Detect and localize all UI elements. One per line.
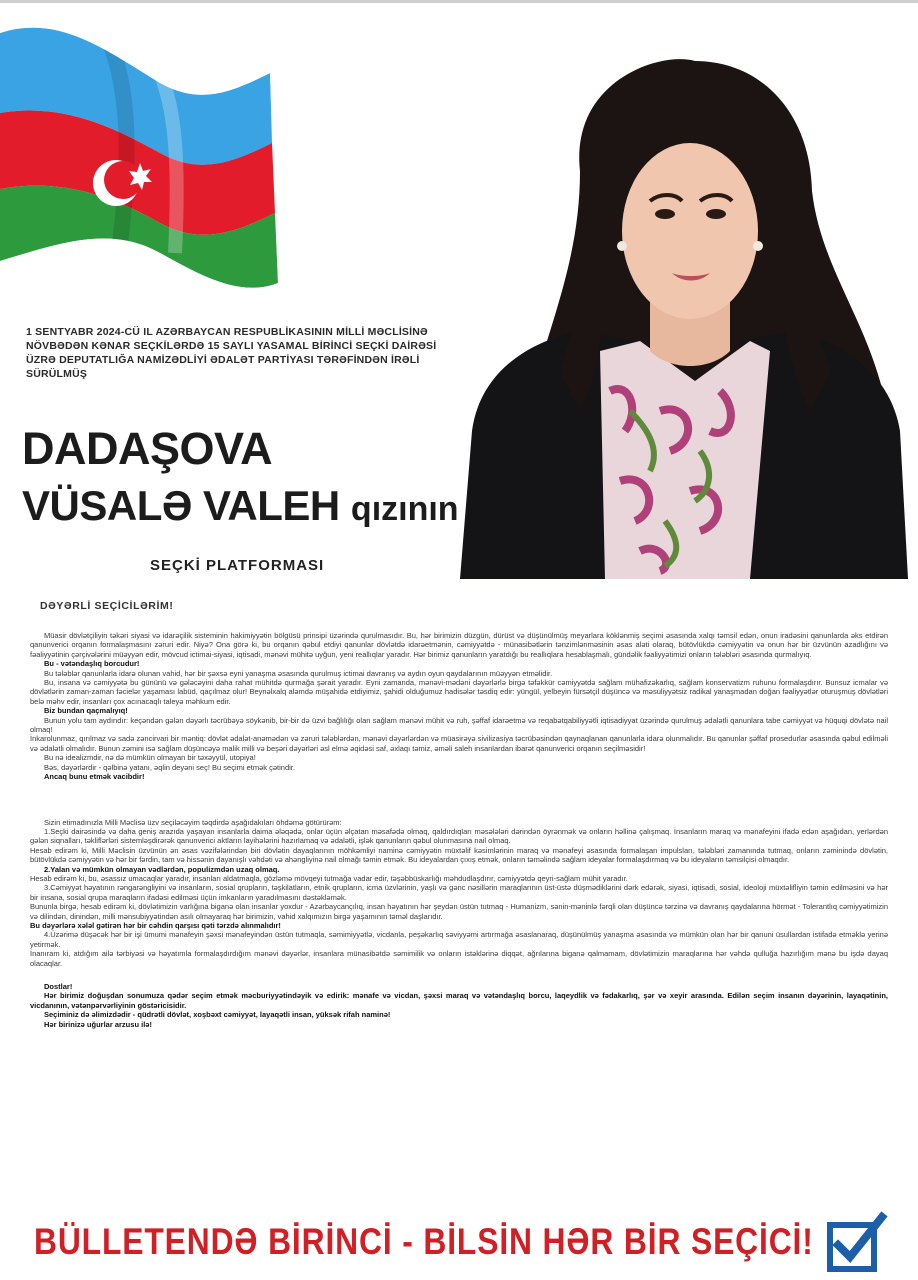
- paragraph: 2.Yalan və mümkün olmayan vədlərdən, populizmdən uzaq olmaq.: [44, 864, 280, 874]
- ballot-slogan: BÜLLETENDƏ BİRİNCİ - BİLSİN HƏR BİR SEÇİCİ!: [34, 1221, 814, 1262]
- paragraph: Bu nə idealizmdir, nə də mümkün olmayan bir təxəyyül, utopiya!: [44, 753, 256, 763]
- paragraph: Ancaq bunu etmək vacibdir!: [44, 772, 145, 782]
- paragraph: Bununla birgə, hesab edirəm ki, dövlətimizin varlığına biganə olan insanlar yoxdur - Azərbaycançılıq, insan həyatının hər şeydən üstün tutmaq - Humanizm, sənin-məninlə fərqli olan düşüncə tərzinə və davranış qaydalarına hörmət - Tolerantlıq cəmiyyətimizin və dilindən, dinindən, milli mənsubiyyətindən asılı olmayaraq hər birimizin, vahid xalqımızın birgə yaşamının təməl daşlarıdır.: [30, 902, 888, 921]
- paragraph: Bunun yolu tam aydındır: keçəndən gələn dəyərlı təcrübəyə söykənib, bir-bir də üzvi bağlılığı olan sağlam mənəvi mühit və ruh, şəffaf idarəetmə və reqabətqabiliyyətli iqtisadiyyat üzərində qurulmuş ədalətli qanunlara tabe cəmiyyət və hüquqi dövlətə nail olmaq!: [30, 715, 888, 735]
- paragraph: Bu dəyərlərə xələl gətirən hər bir cəhdin qarşısı qəti tərzdə alınmalıdır!: [30, 920, 281, 930]
- candidate-given-name: VÜSALƏ VALEH: [22, 482, 340, 529]
- paragraph: 1.Seçki dairəsində və daha geniş arazıda yaşayan insanlarla daima ələqədə, onlar üçün əlçatan məsafədə olmaq, qaldırdıqları məsələləri dərindən öyrənmək və onların həllinə çalışmaq. İnsanların maraq və mənafeyini ifadə edən aşağıdan, yerlərdən gələn siqnalları, təkliflərləri sistemləşdirərək qanunverici aktların layihələrini hazırlamaq və ədalətli, işlək qanunların qəbul olunmasına nail olmaq.: [30, 826, 888, 846]
- checkmark-box-icon: [824, 1211, 888, 1275]
- paragraph: Bu - vətəndaşlıq borcudur!: [44, 659, 140, 669]
- paragraph: Dostlar!: [44, 982, 73, 991]
- paragraph: Hər birimiz doğuşdan sonumuza qədər seçim etmək məcburiyyətindəyik və edirik: mənafe və vicdan, şəxsi maraq və vətəndaşlıq borcu, laqeydlik və fədakarlıq, şər və xeyir arasında. Edilən seçim insanın dəyərinin, layaqətinin, vicdanının, vətənpərvərliyinin göstəricisidir.: [30, 991, 888, 1010]
- paragraph: Müasir dövlətçiliyin təkəri siyasi və idarəçilik sisteminin hakimiyyətin bölgüsü prinsipi üzərində qurulmasıdır. Bu, hər birimizin düzgün, dürüst və düşünülmüş meyarlara köklənmiş seçimi əsasında xalqı təmsil edən, onun iradəsini qanunlarda əks etdirən qanunverici orqanın formalaşmasını zəruri edir. Niyə? Ona görə ki, bu orqanın qəbul etdiyi qanunlar dövlətdə idarəetmənin, cəmiyyətdə - münasibətlərin tənzimlənməsinin əsas aləti olaraq, bütövlükdə cəmiyyətin və onun hər bir üzvünün azadlığını və fəaliyyətinin çərçivələrini müəyyən edir, mövcud ictimai-siyasi, iqtisadi, mənəvi mühitə uyğun, yeni reallıqlar yaradır. Hər birimiz qanunların yaratdığı bu reallıqlara hesablaşmalı, gündəlik fəaliyyətimizi onların tələbləri əsasında qurmalıyıq.: [30, 631, 888, 659]
- nomination-intro: 1 SENTYABR 2024-CÜ IL AZƏRBAYCAN RESPUBLİKASININ MİLLİ MƏCLİSİNƏ NÖVBƏDƏN KƏNAR SEÇKİLƏRDƏ 15 SAYLI YASAMAL BİRİNCİ SEÇKİ DAİRƏSİ ÜZRƏ DEPUTATLIĞA NAMİZƏDLİYİ ƏDALƏT PARTİYASI TƏRƏFİNDƏN İRƏLİ SÜRÜLMÜŞ: [26, 326, 437, 380]
- paragraph: Hər birinizə uğurlar arzusu ilə!: [44, 1019, 152, 1029]
- platform-heading: SEÇKİ PLATFORMASI: [150, 557, 325, 574]
- paragraph: Biz bundan qaçmalıyıq!: [44, 706, 128, 716]
- greeting: DƏYƏRLİ SEÇİCİLƏRİM!: [40, 600, 174, 612]
- candidate-portrait: [460, 51, 908, 579]
- paragraph: Sizin etimadınızla Milli Məclisə üzv seçiləcəyim təqdirdə aşağıdakıları öhdəmə götürürəm:: [44, 817, 342, 827]
- paragraph: Bəs, dəyərlərdir - qəlbinə yatanı, əqlin deyəni seç! Bu seçimi etmək çətindir.: [44, 762, 295, 772]
- candidate-name-suffix: qızının: [350, 490, 459, 528]
- candidate-name-line: [22, 481, 459, 534]
- paragraph: Bu tələblər qanunlarla idarə olunan vahid, hər bir şəxsə eyni yanaşma əsasında qurulmuş ictimai davranış və aydın oyun qaydalarının müəyyən etməlidir.: [44, 668, 553, 678]
- azerbaijan-flag-icon: [0, 13, 290, 293]
- platform-body-text: [30, 631, 888, 1029]
- paragraph: Seçiminiz də əlimizdədir - qüdrətli dövlət, xoşbəxt cəmiyyət, layaqətli insan, yüksək rifah naminə!: [44, 1010, 391, 1020]
- paragraph: 4.Üzərimə düşəcək hər bir işi ümumi mənafeyin şəxsi mənafeyindən üstün tutmaqla, səmimiyyətlə, vicdanla, peşəkarlıq səviyyəmi artırmağa əsaslanaraq, düşünülmüş yanaşma əsasında və mümkün olan hər bir qanuni üsullardan istifadə etməklə yerinə yetirmək.: [30, 930, 888, 949]
- paragraph: Hesab edirəm ki, Milli Məclisin üzvünün ən əsas vəzifələrindən biri dövlətin dayaqlarının möhkəmliyi naminə cəmiyyətin müxtəlif kəsimlərinin maraq və mənafeyi əsasında formalaşan impulsları, tələbləri zamanında tutmaq, onların zəminində dövlətin, bütövlükdə cəmiyyətin və hər bir fərdin, tam və hissənin dayanışlı vəhdəti və ahəngliyinə nail olmağı təmin etmək. Bu ideyalardan çıxış etmək, onların təməlində sağlam ideyalar formalaşdırmaq və bu ideyaların təmsilçisi olmaqdır.: [30, 845, 888, 865]
- paragraph: Hesab edirəm ki, bu, əsassız umacaqlar yaradır, insanları aldatmaqla, gözləmə mövqeyi tutmağa vadar edir, təşəbbüskarlığı məhdudlaşdırır, cəmiyyətdə qeyri-sağlam mühit yaradır.: [30, 873, 628, 883]
- paragraph: Bu, insana və cəmiyyətə bu gününü və gələcəyini daha rahat mühitdə qurmağa şərait yaradır. Eyni zamanda, mənəvi-mədəni dəyərlərlə birgə təfəkkür cəmiyyətdə sağlam mühafizəkarlıq, sağlam konservatizm ruhunu formalaşdırır. Bunsuz icmalar və dövlətlərin zaman-zaman fəcielər yaşaması labüd, qaçılmaz olur! Beynəlxalq aləmdə müşahidə etdiyimiz, şahidi olduğumuz hadisələr təsdiq edir: yüngül, yelbeyin fürsətçil düşüncə və məsuliyyətsiz radikal yanaşmadan doğan fəaliyyətlər oturuşmuş dövlətləri belə məhv edir, insanları çox acınacaqlı taleyə məhkum edir.: [30, 678, 888, 706]
- paragraph: İnkarolunmaz, qırılmaz və sadə zəncirvari bir məntiq: dövlət ədalət-anəmədən və zəruri tələblərdən, mənəvi dəyərlərdən və müasirəyə sivilizasiya təcrübəsindən qaynaqlanan qanunlarla idarə olunmalıdır. Bu qanunlar şəffaf prosedurlar əsasında qəbul edilməli və ədalətli olmalıdır. Bunun zəmini isə sağlam düşüncəyə malik milli və beşəri dəyərləri əsl elmə əqidəsi saf, əxlaqı təmiz, əməli saleh insanlardan ibarət qanunverici orqanın seçilməsidir!: [30, 734, 888, 753]
- paragraph: 3.Cəmiyyət həyatının rəngarəngliyini və insanların, sosial qrupların, təşkilatların, etnik qrupların, icma üzvlərinin, yaşlı və gənc nəsillərin maraqlarının üst-üstə düşmədiklərini dərk edərək, siyasi, iqtisadi, sosial, ideoloji müxtəlifliyin təmin edilməsini və hər bir insana, sosial qrupa maraqların ifadəsi edilməsi üçün imkanların yaradılmasını dəstəkləmək.: [30, 883, 888, 902]
- paragraph: İnanıram ki, atdığım ailə tərbiyəsi və həyatımla formalaşdırdığım mənəvi dəyərlər, insanlara münasibətdə səmimilik və onların istəklərinə diqqət, ağrılarına biganə qalmamam, dövlətimizin maraqlarına hər vəhdə qulluğa hazırlığım mənə bu işdə dayaq olacaqlar.: [30, 949, 888, 968]
- candidate-surname: DADAŞOVA: [22, 423, 273, 474]
